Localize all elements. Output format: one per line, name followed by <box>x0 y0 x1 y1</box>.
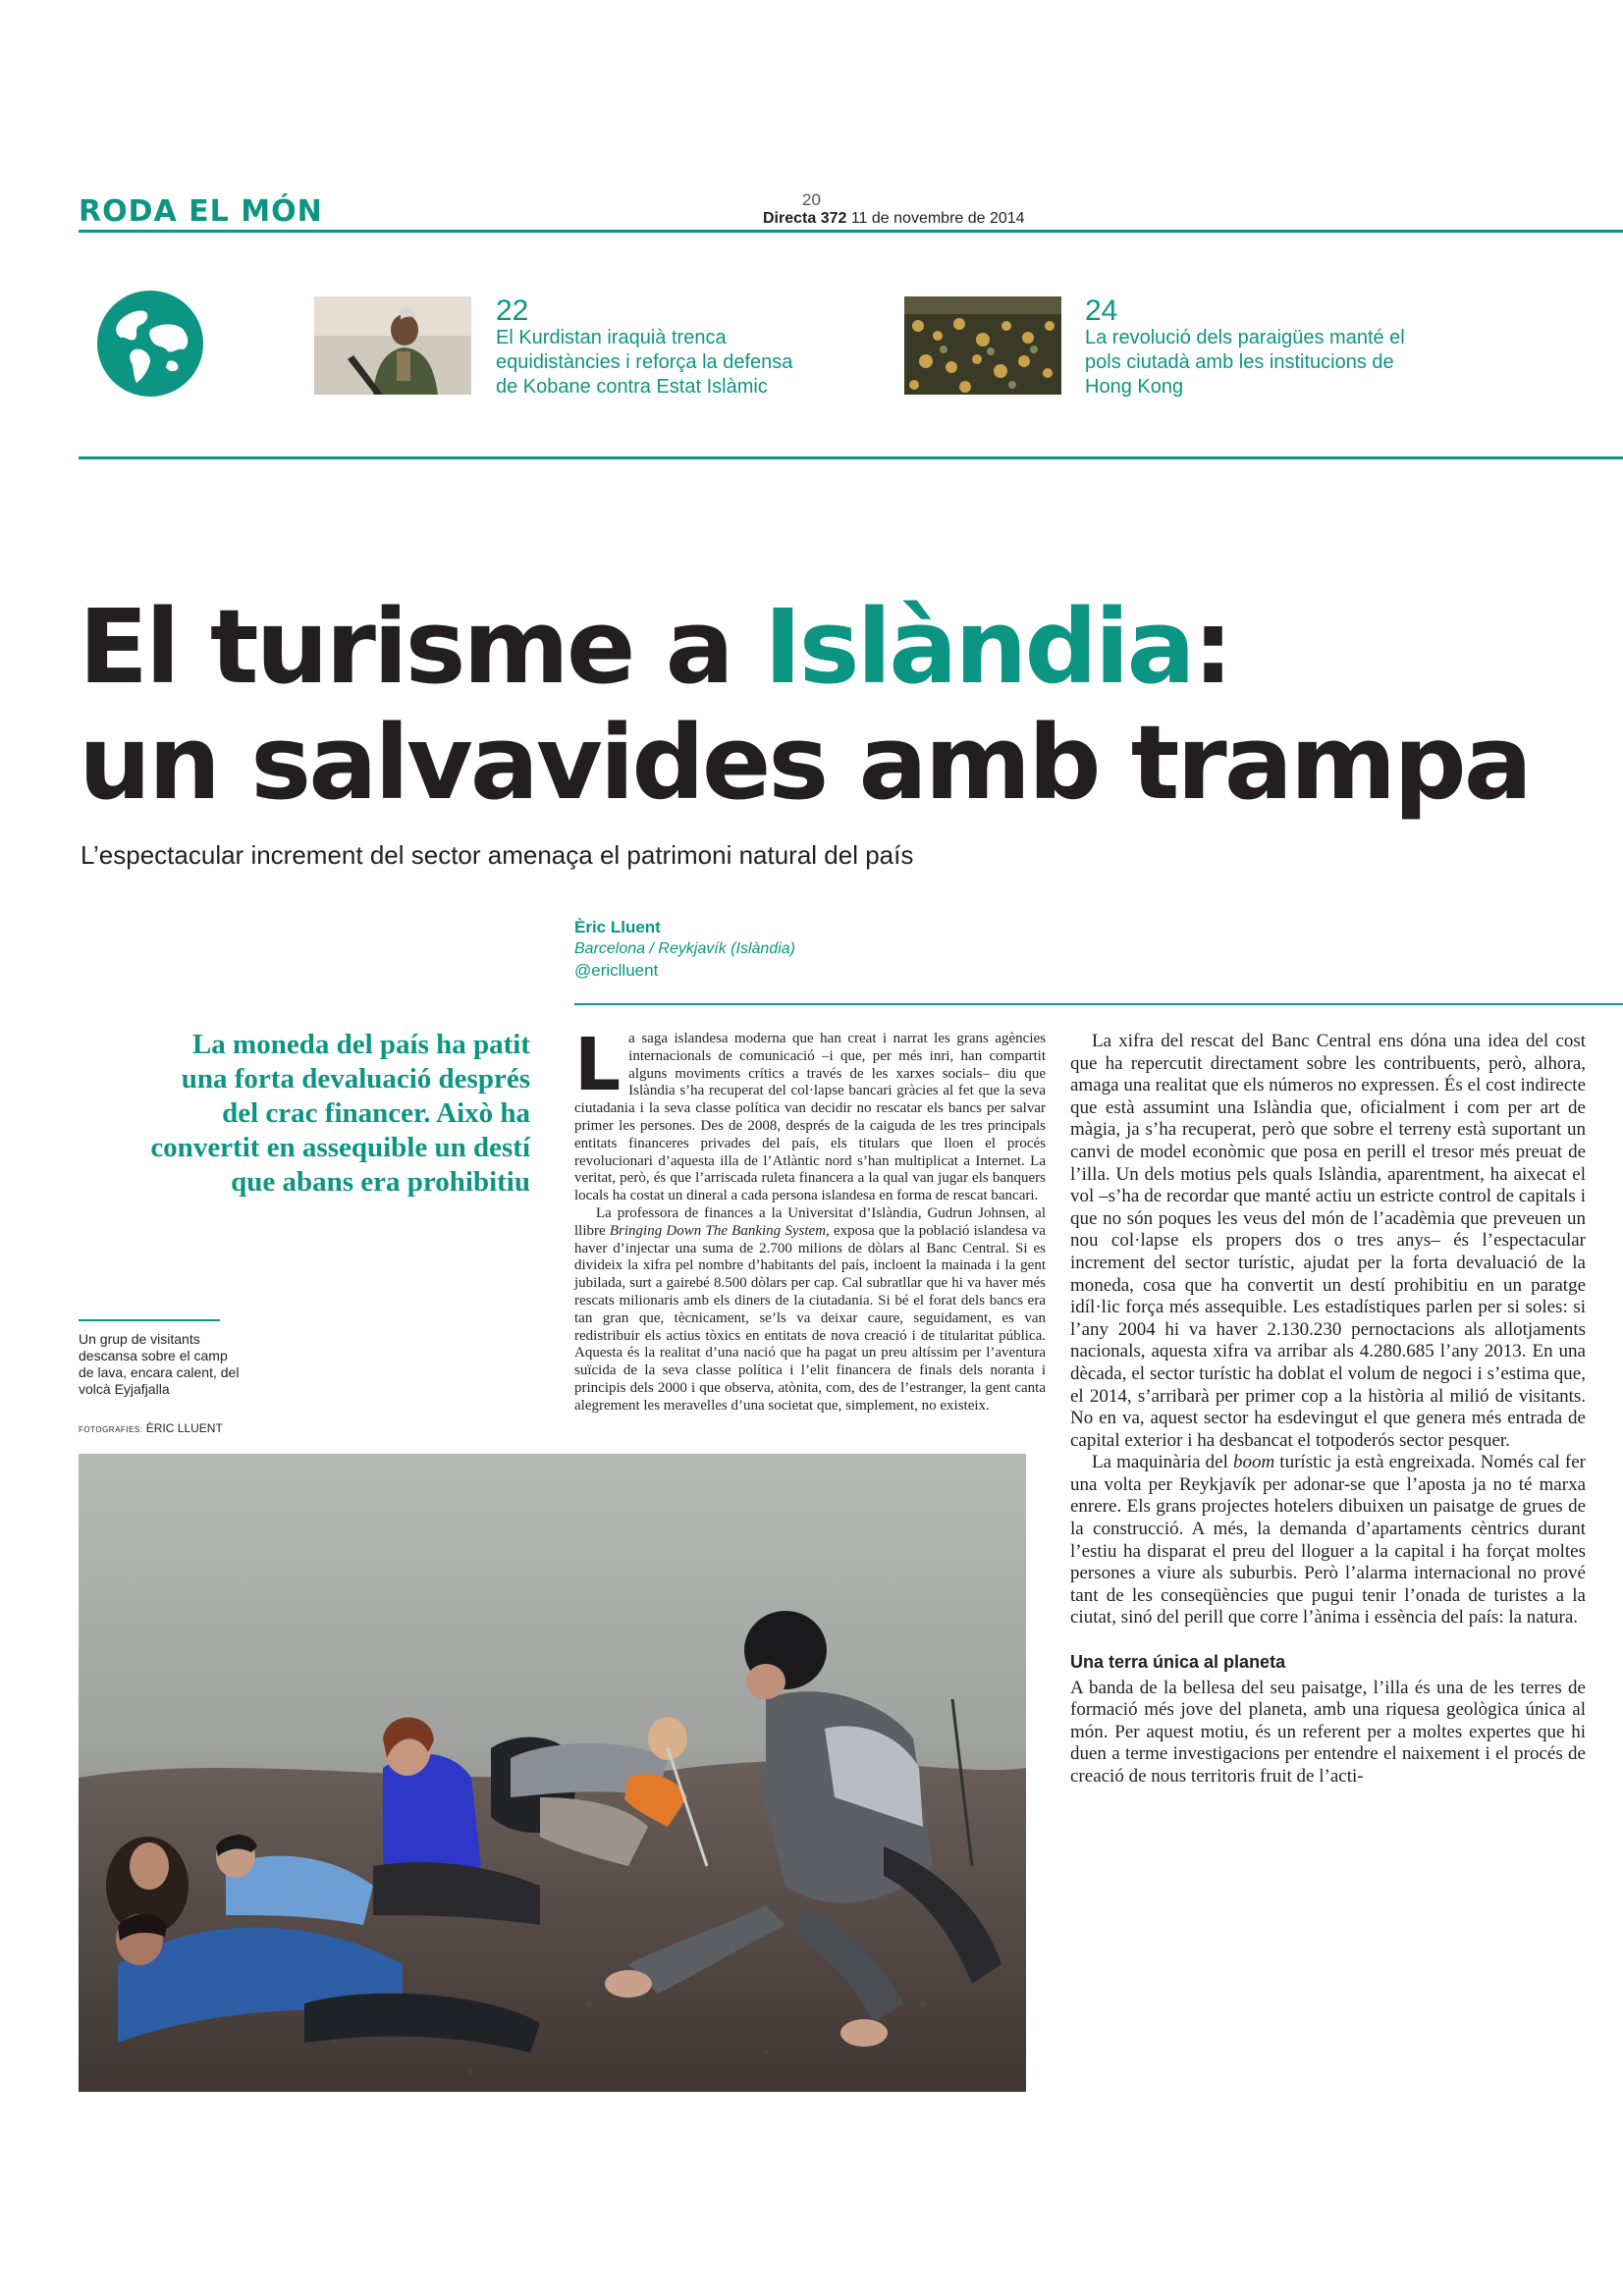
teaser-title: La revolució dels paraigües manté el pols ciutadà amb les institucions de Hong Kong <box>1085 327 1405 398</box>
body-column-2 <box>1070 1031 1586 1789</box>
paragraph <box>574 1023 1046 1205</box>
standfirst: L’espectacular increment del sector amenaça el patrimoni natural del país <box>81 840 914 870</box>
photo-caption: Un grup de visitants descansa sobre el camp de lava, encara calent, del volcà Eyjafjalla <box>79 1331 240 1397</box>
issue-date: 11 de novembre de 2014 <box>850 210 1025 227</box>
headline-line2: un salvavides amb trampa <box>79 703 1530 823</box>
main-photo-volcano <box>79 1454 1026 2092</box>
header-rule <box>79 230 1623 233</box>
subheading: Una terra única al planeta <box>1070 1652 1286 1673</box>
body-column-1 <box>574 1023 1046 1415</box>
teaser-title: El Kurdistan iraquià trenca equidistàncies i reforça la defensa de Kobane contra Estat Islàmic <box>496 327 793 398</box>
caption-rule <box>79 1319 220 1321</box>
drop-cap: L <box>574 1023 622 1107</box>
paragraph-4-rest: turístic ja està engreixada. Només cal fer una volta per Reykjavík per adonar-se que l’aposta ja no té marxa enrere. Els grans projectes hotelers dibuixen un paisatge de grues de la construcció. A més, la demanda d’apartaments cèntrics durant l’estiu ha disparat el preu del lloguer a la capital i ha forçat moltes persones a viure als suburbis. Però l’alarma internacional no prové tant de les conseqüències que pugui tenir l’onada de turistes a la ciutat, sinó del perill que corre l’ànima i essència del país: la natura. <box>1070 1452 1586 1629</box>
photo-credit <box>79 1421 223 1435</box>
globe-icon <box>95 289 205 399</box>
teaser-2[interactable] <box>1085 296 1409 400</box>
author-handle[interactable]: @ericlluent <box>574 961 659 980</box>
publication-name: Directa 372 <box>763 210 847 227</box>
byline-rule <box>574 1003 1623 1005</box>
paragraph-4-start: La maquinària del <box>1092 1452 1233 1473</box>
paragraph-2-start: La professora de finances a la Universitat d’Islàndia, Gudrun Johnsen, al llibre <box>574 1204 1046 1239</box>
teaser-page-number: 24 <box>1085 294 1118 327</box>
author-name: Èric Lluent <box>574 918 661 936</box>
teaser-photo-hong-kong[interactable] <box>904 296 1061 395</box>
page-number: 20 <box>802 190 821 209</box>
paragraph-2-rest: , exposa que la població islandesa va haver d’injectar una suma de 2.700 milions de dòlars al Banc Central. Si es divideix la xifra pel nombre d’habitants del país, incloent la mainada i la gent jubilada, surt a gairebé 8.500 dòlars per cap. Cal subratllar que hi va haver més rescats milionaris amb els diners de la ciutadania. Si bé el forat dels bancs era tan gran que, tècnicament, se’ls va deixar caure, seguidament, es van redistribuir els actius tòxics en entitats de nova creació i de titularitat pública. Aquesta és la realitat d’una nació que ha pagat un preu altíssim per l’aventura suïcida de la seva classe política i l’elit financera de finals dels noranta i principis dels 2000 i que observa, atònita, com, des de l’estranger, la gent canta alegrement les meravelles d’una societat que, simplement, no existeix. <box>574 1222 1046 1414</box>
paragraph-3: La xifra del rescat del Banc Central ens dóna una idea del cost que ha repercutit directament sobre les contribuents, però, alhora, amaga una realitat que els números no expressen. És el cost indirecte que està assumint una Islàndia que, oficialment i com per art de màgia, ja s’ha recuperat, però que sobre el terreny està suportant un canvi de model econòmic que posa en perill el tresor més preuat de l’illa. Un dels motius pels quals Islàndia, aparentment, ha aixecat el vol –s’ha de recordar que manté actiu un estricte control de capitals i que no són poques les veus del món de l’acadèmia que preveuen un nou col·lapse els propers dos o tres anys– és l’espectacular increment del sector turístic, ajudat per la forta devaluació de la moneda, cosa que ha convertit un destí prohibitiu en un paratge idíl·lic força més assequible. Les estadístiques parlen per si soles: si l’any 2004 hi va haver 2.130.230 pernoctacions als allotjaments nacionals, aquesta xifra va arribar als 4.280.685 l’any 2013. En una dècada, el sector turístic ha doblat el volum de negoci i s’estima que, el 2014, s’arribarà per primer cop a la història al milió de visitants. No en va, aquest sector ha esdevingut el que genera més entrada de capital exterior i ha desbancat el totpoderós sector pesquer. <box>1070 1031 1586 1451</box>
teaser-page-number: 22 <box>496 294 529 327</box>
headline-part: El turisme a <box>79 587 764 707</box>
paragraph-1: a saga islandesa moderna que han creat i narrat les grans agències internacionals de comunicació –i que, per més inri, han compartit alguns moviments crítics a través de les xarxes socials– diu que Islàndia s’ha recuperat del col·lapse bancari gràcies al fet que la seva ciutadania i la seva classe política van decidir no rescatar els bancs per salvar primer les persones. Des de 2008, després de la caiguda de les tres principals entitats financeres privades del país, els titulars que lloen el procés revolucionari d’aquesta illa de l’Atlàntic nord s’han multiplicat a Internet. La veritat, però, és que l’arriscada ruleta financera a la qual van jugar els banquers locals ha costat un dineral a cada persona islandesa en forma de rescat bancari. <box>574 1031 1046 1204</box>
headline <box>79 589 1610 821</box>
paragraph-4-emphasis: boom <box>1232 1452 1275 1473</box>
paragraph <box>574 1205 1046 1415</box>
teaser-photo-kurdistan[interactable] <box>314 296 471 395</box>
headline-accent: Islàndia <box>764 587 1193 707</box>
teaser-1[interactable] <box>496 296 820 400</box>
pull-quote: La moneda del país ha patit una forta devaluació després del crac financer. Això ha convertit en assequible un destí que abans era prohibitiu <box>150 1029 530 1198</box>
author-location: Barcelona / Reykjavík (Islàndia) <box>574 940 795 957</box>
credit-name: ÈRIC LLUENT <box>145 1421 223 1435</box>
byline <box>574 917 795 982</box>
issue-line <box>763 210 1025 228</box>
paragraph <box>1070 1452 1586 1629</box>
paragraph-5: A banda de la bellesa del seu paisatge, l’illa és una de les terres de formació més jove del planeta, amb una riquesa geològica única al món. Per aquest motiu, és un referent per a moltes expertes que hi duen a terme investigacions per entendre el naixement i el procés de creació de nous territoris fruit de l’acti- <box>1070 1677 1586 1787</box>
teaser-rule <box>79 456 1623 459</box>
headline-colon: : <box>1192 587 1231 707</box>
credit-label: FOTOGRAFIES: <box>79 1425 143 1434</box>
section-label: RODA EL MÓN <box>79 194 323 229</box>
book-title: Bringing Down The Banking System <box>609 1222 827 1239</box>
